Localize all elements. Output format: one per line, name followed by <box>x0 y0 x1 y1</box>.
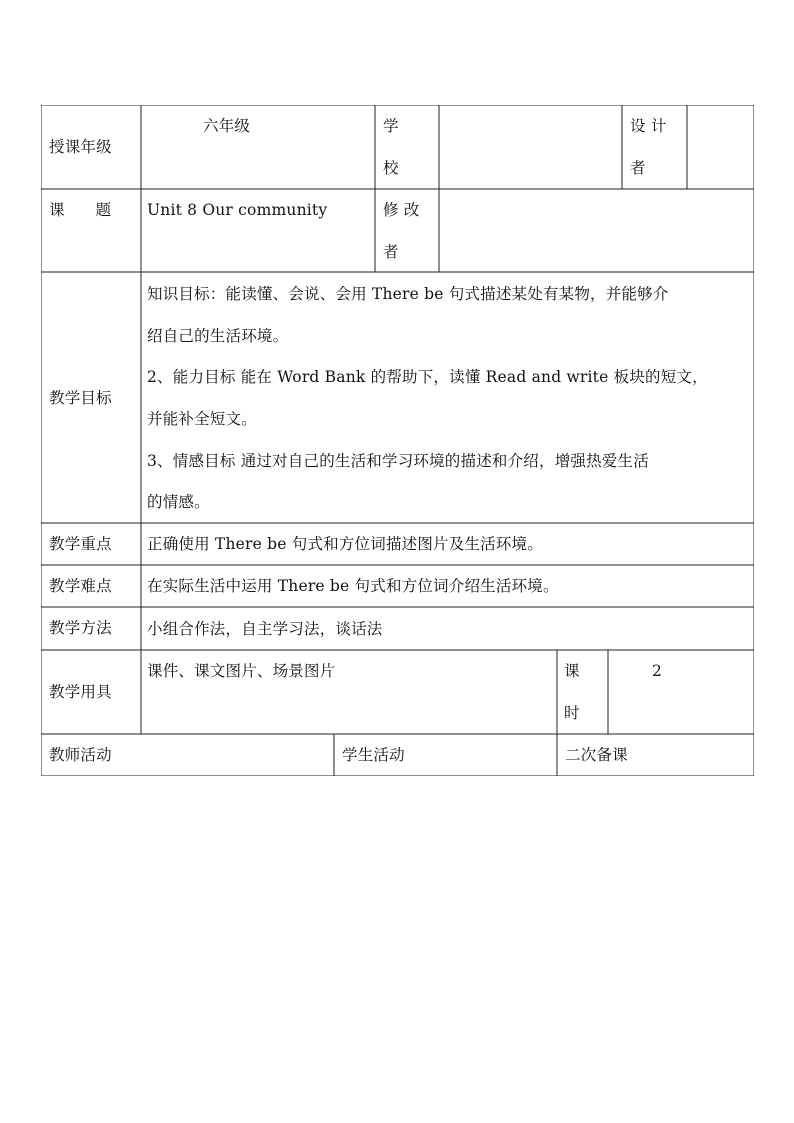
difficult-points-value: 在实际生活中运用 There be 句式和方位词介绍生活环境。 <box>147 577 559 595</box>
topic-value: Unit 8 Our community <box>147 201 328 219</box>
objective-line-6: 的情感。 <box>147 493 210 511</box>
objective-line-1: 知识目标：能读懂、会说、会用 There be 句式描述某处有某物，并能够介 <box>147 285 669 303</box>
grade-value: 六年级 <box>203 117 251 135</box>
objective-line-3: 2、能力目标 能在 Word Bank 的帮助下，读懂 Read and write 板块的短文， <box>147 368 708 386</box>
periods-value: 2 <box>652 662 663 680</box>
school-label-line1: 学 <box>383 117 399 135</box>
key-points-value: 正确使用 There be 句式和方位词描述图片及生活环境。 <box>147 535 543 553</box>
objective-line-2: 绍自己的生活环境。 <box>147 327 289 345</box>
tools-label: 教学用具 <box>49 683 112 701</box>
editor-label-line2: 者 <box>383 243 399 261</box>
editor-label-line1: 修 改 <box>383 201 420 219</box>
objectives-label: 教学目标 <box>49 389 112 407</box>
objective-line-4: 并能补全短文。 <box>147 410 257 428</box>
school-label-line2: 校 <box>383 159 399 177</box>
designer-label-line2: 者 <box>630 159 646 177</box>
methods-label: 教学方法 <box>49 619 112 637</box>
student-activity-header: 学生活动 <box>342 746 405 764</box>
methods-value: 小组合作法，自主学习法，谈话法 <box>147 620 383 638</box>
tools-value: 课件、课文图片、场景图片 <box>147 662 336 680</box>
periods-label-line2: 时 <box>564 704 580 722</box>
difficult-points-label: 教学难点 <box>49 577 112 595</box>
topic-label: 课 题 <box>49 201 112 219</box>
key-points-label: 教学重点 <box>49 535 112 553</box>
second-prep-header: 二次备课 <box>565 746 628 764</box>
periods-label-line1: 课 <box>564 662 580 680</box>
grade-label: 授课年级 <box>49 138 112 156</box>
lesson-plan-table <box>41 105 754 776</box>
objective-line-5: 3、情感目标 通过对自己的生活和学习环境的描述和介绍，增强热爱生活 <box>147 452 649 470</box>
teacher-activity-header: 教师活动 <box>49 746 112 764</box>
designer-label-line1: 设 计 <box>630 117 667 135</box>
